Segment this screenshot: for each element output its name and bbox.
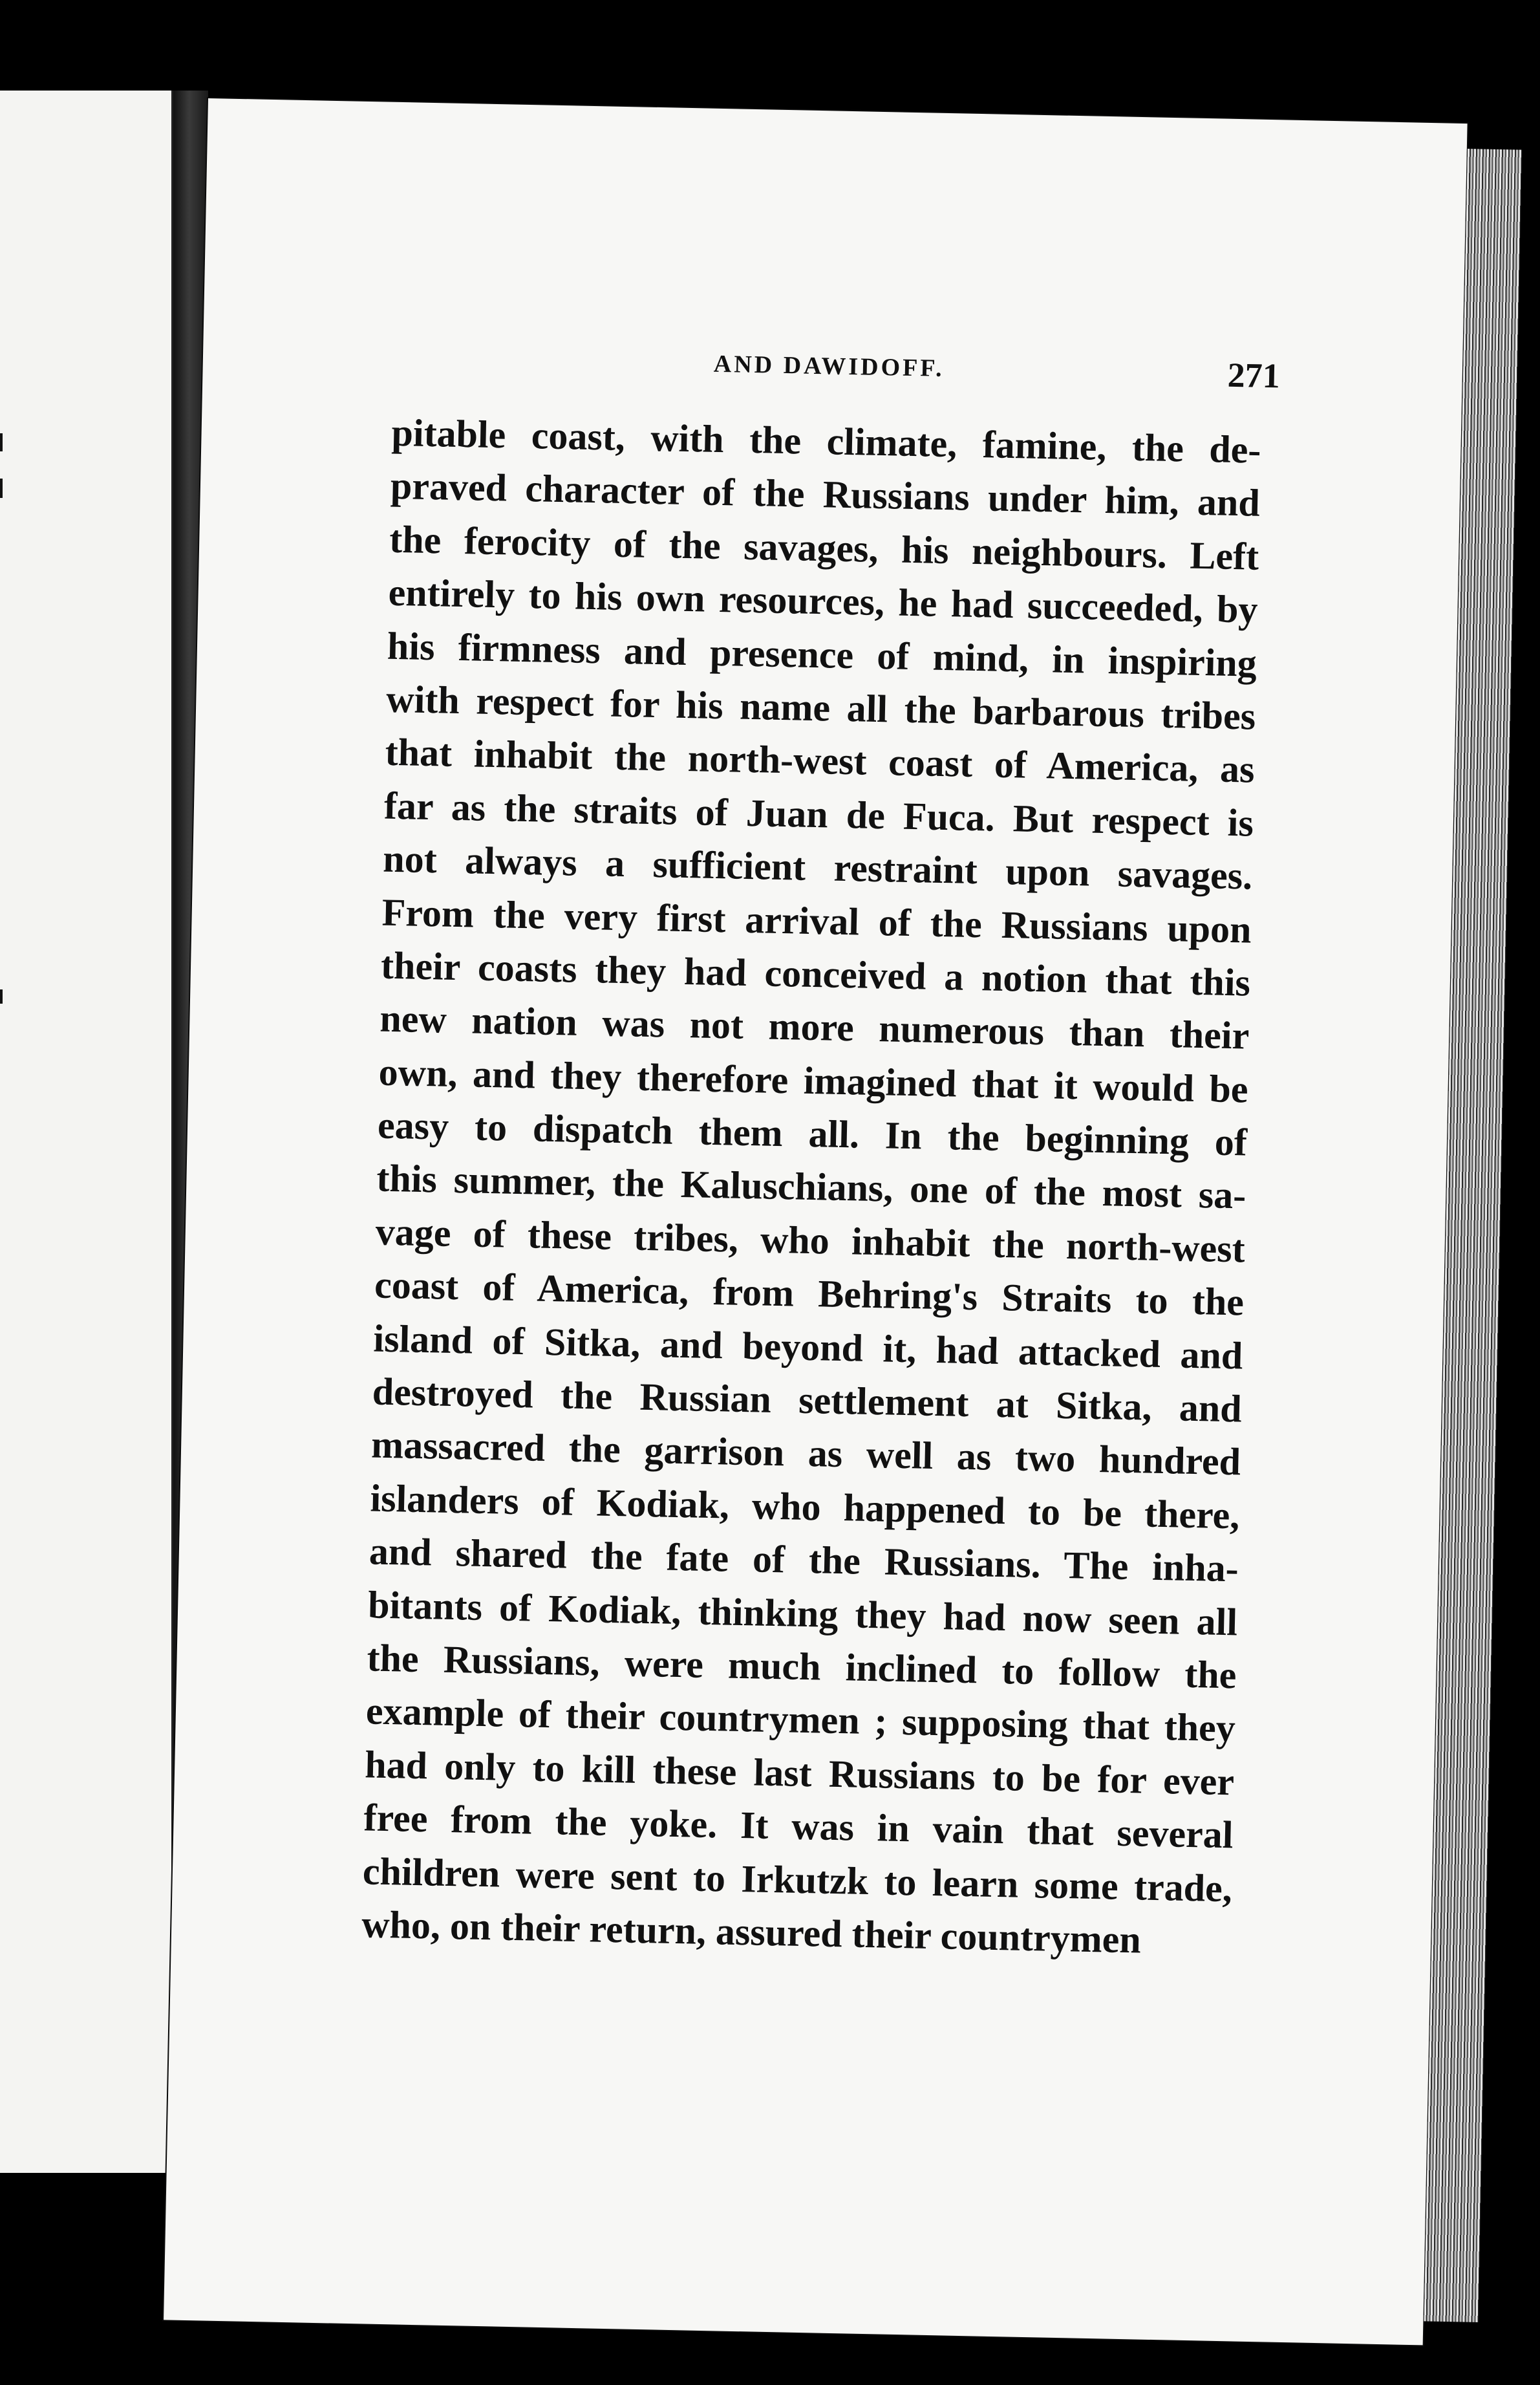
text-line: island of Sitka, and beyond it, had attacked and <box>372 1317 1243 1377</box>
text-line: free from the yoke. It was in vain that several <box>363 1796 1234 1857</box>
facing-page-mark <box>0 989 3 1004</box>
body-text <box>361 406 1262 1969</box>
text-line: far as the straits of Juan de Fuca. But respect is <box>383 784 1254 845</box>
text-line: this summer, the Kaluschians, one of the most sa- <box>376 1157 1246 1218</box>
text-line: islanders of Kodiak, who happened to be there, <box>369 1476 1241 1537</box>
text-line: vage of these tribes, who inhabit the north-west <box>375 1210 1246 1271</box>
text-line: From the very first arrival of the Russians upon <box>381 890 1252 951</box>
text-line: massacred the garrison as well as two hundred <box>370 1423 1241 1484</box>
text-line: bitants of Kodiak, thinking they had now seen all <box>367 1583 1238 1644</box>
text-line: children were sent to Irkutzk to learn some trade, <box>362 1849 1233 1910</box>
page-header <box>202 334 1462 411</box>
text-line: not always a sufficient restraint upon savages. <box>382 837 1253 898</box>
facing-page-mark <box>0 433 3 451</box>
facing-page-edge <box>0 91 173 2173</box>
text-line: destroyed the Russian settlement at Sitka, and <box>372 1370 1243 1430</box>
text-line: the ferocity of the savages, his neighbours. Left <box>389 517 1259 578</box>
book-page <box>164 98 1468 2345</box>
text-line: their coasts they had conceived a notion that this <box>380 944 1251 1004</box>
text-line: with respect for his name all the barbarous tribes <box>385 677 1256 738</box>
text-line: easy to dispatch them all. In the beginning of <box>377 1103 1248 1164</box>
text-line: coast of America, from Behring's Straits to the <box>374 1263 1245 1324</box>
text-line: the Russians, were much inclined to follow the <box>366 1636 1237 1697</box>
text-line: own, and they therefore imagined that it would be <box>378 1050 1249 1111</box>
facing-page-mark <box>0 479 3 498</box>
running-head: AND DAWIDOFF. <box>713 350 945 382</box>
facing-page-marks <box>0 91 171 2173</box>
text-line: entirely to his own resources, he had succeeded, by <box>388 570 1259 631</box>
text-line: who, on their return, assured their countrymen <box>361 1903 1142 1961</box>
text-line: example of their countrymen ; supposing that they <box>365 1689 1236 1750</box>
text-line: his firmness and presence of mind, in inspiring <box>387 624 1257 685</box>
text-line: pitable coast, with the climate, famine, the de- <box>391 411 1262 471</box>
text-line: had only to kill these last Russians to be for ever <box>364 1743 1235 1804</box>
text-line: new nation was not more numerous than their <box>379 997 1250 1057</box>
text-line: and shared the fate of the Russians. The inha- <box>369 1529 1239 1590</box>
page-number: 271 <box>1227 355 1281 396</box>
text-line: that inhabit the north-west coast of America, as <box>385 731 1256 792</box>
text-line: praved character of the Russians under him, and <box>390 464 1261 525</box>
